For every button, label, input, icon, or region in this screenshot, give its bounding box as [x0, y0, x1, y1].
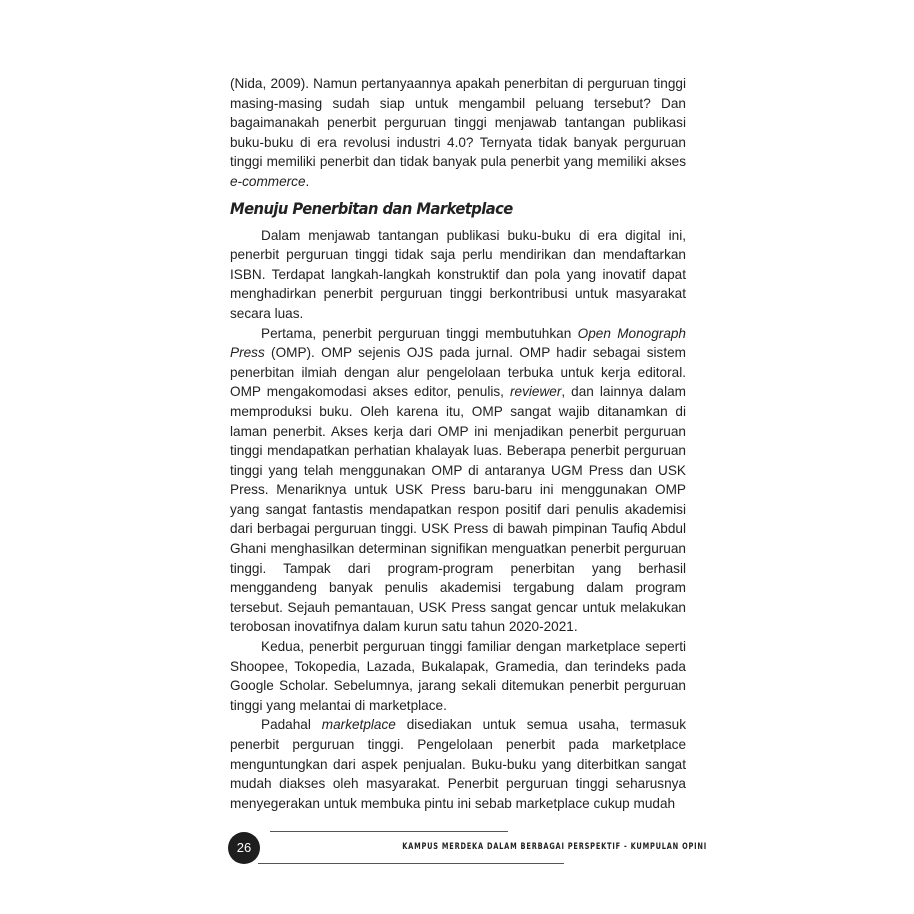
paragraph-3-italic-b: reviewer: [509, 384, 562, 400]
paragraph-3-text-a: Pertama, penerbit perguruan tinggi membutuhkan: [261, 325, 578, 341]
paragraph-2: Dalam menjawab tantangan publikasi buku-buku di era digital ini, penerbit perguruan tinggi tidak saja perlu mendirikan dan mendaftarkan ISBN. Terdapat langkah-langkah konstruktif dan pola yang inovatif dapat menghadirkan penerbit perguruan tinggi berkontribusi untuk masyarakat secara luas.: [230, 227, 686, 321]
paragraph-3: [230, 324, 686, 638]
paragraph-3-text-c: , dan lainnya dalam memproduksi buku. Oleh karena itu, OMP sangat wajib ditanamkan di laman penerbit. Akses kerja dari OMP ini menjadikan penerbit perguruan tinggi mendapatkan perhatian khalayak luas. Beberapa penerbit perguruan tinggi yang telah menggunakan OMP di antaranya UGM Press dan USK Press. Menariknya untuk USK Press baru-baru ini menggunakan OMP yang sangat fantastis mendapatkan respon positif dari penulis akademisi dari berbagai perguruan tinggi. USK Press di bawah pimpinan Taufiq Abdul Ghani menghasilkan determinan signifikan menguatkan penerbit perguruan tinggi. Tampak dari program-program penerbitan yang berhasil menggandeng banyak penulis akademisi tergabung dalam program tersebut. Sejauh pemantauan, USK Press sangat gencar untuk melakukan terobosan inovatifnya dalam kurun satu tahun 2020-2021.: [230, 384, 686, 635]
paragraph-5: [230, 715, 686, 813]
page-footer: [228, 830, 707, 866]
page-body: [230, 74, 686, 813]
paragraph-1-text-a: (Nida, 2009). Namun pertanyaannya apakah penerbitan di perguruan tinggi masing-masing sudah siap untuk mengambil peluang tersebut? Dan bagaimanakah penerbit perguruan tinggi menjawab tantangan publikasi buku-buku di era revolusi industri 4.0? Ternyata tidak banyak perguruan tinggi memiliki penerbit dan tidak banyak pula penerbit yang memiliki akses: [230, 76, 686, 170]
footer-rule-top: [270, 831, 508, 832]
paragraph-5-text-b: disediakan untuk semua usaha, termasuk penerbit perguruan tinggi. Pengelolaan penerbit pada marketplace menguntungkan dari aspek penjualan. Buku-buku yang diterbitkan sangat mudah diakses oleh masyarakat. Penerbit perguruan tinggi seharusnya menyegerakan untuk membuka pintu ini sebab marketplace cukup mudah: [230, 717, 686, 811]
paragraph-4: Kedua, penerbit perguruan tinggi familiar dengan marketplace seperti Shoopee, Tokopedia, Lazada, Bukalapak, Gramedia, dan terindeks pada Google Scholar. Sebelumnya, jarang sekali ditemukan penerbit perguruan tinggi yang melantai di marketplace.: [230, 639, 686, 713]
paragraph-3-text-b: (OMP). OMP sejenis OJS pada jurnal. OMP hadir sebagai sistem penerbitan ilmiah dengan alur pengelolaan terbuka untuk kerja editoral. OMP mengakomodasi akses editor, penulis,: [230, 345, 686, 400]
paragraph-1-text-b: .: [305, 173, 310, 189]
paragraph-3-italic-a: Open Monograph Press: [230, 325, 686, 361]
paragraph-1-italic: e-commerce: [230, 173, 306, 189]
paragraph-1: [230, 74, 686, 192]
running-title: KAMPUS MERDEKA DALAM BERBAGAI PERSPEKTIF - KUMPULAN OPINI: [402, 842, 707, 852]
page-number-badge: 26: [228, 832, 260, 864]
section-heading: Menuju Penerbitan dan Marketplace: [230, 198, 513, 218]
paragraph-5-italic: marketplace: [321, 717, 396, 733]
paragraph-5-text-a: Padahal: [261, 717, 322, 733]
footer-rule-bottom: [258, 863, 564, 864]
